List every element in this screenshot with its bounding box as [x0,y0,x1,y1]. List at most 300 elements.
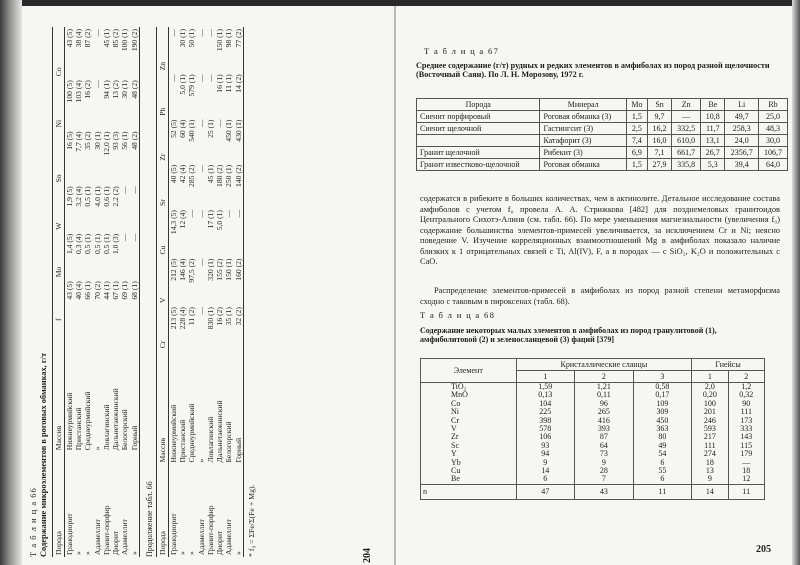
table-cell: 49,7 [725,111,759,123]
table-header-cell: Mo [52,232,64,279]
table68-cell: 9 [543,457,548,467]
table68-cell: 6 [660,457,665,467]
table68-cell: 18 [705,457,714,467]
table-header-cell: Порода [156,464,168,557]
table-cell: 25 (1) [205,119,215,138]
table-cell: 1,0 (3) [111,233,121,255]
table68-cell: 73 [599,449,608,459]
table-cell: 150 (1) [224,258,234,281]
table-cell: — [196,164,206,173]
table-cell: 212 (5) [168,258,178,281]
table68-cell: 309 [656,407,669,417]
table-cell: 11 (2) [187,307,197,326]
table-cell: — [92,29,102,37]
table-header-cell: Li [725,99,759,111]
table68-cell: 217 [703,432,716,442]
table68-cell: 100 [703,398,716,408]
table68-cell: 28 [599,465,608,475]
table-cell: — [120,233,130,242]
table68-cell: 111 [740,407,752,417]
table-header-cell: Cr [156,305,168,350]
table-header-cell: Pb [156,72,168,117]
table-cell: » [130,452,140,557]
table-cell: Гастингсит (3) [540,123,626,135]
table-cell: 39,4 [725,159,759,171]
table-cell: 14,3 (5) [168,210,178,235]
table-cell: 77 (2) [234,27,244,72]
table-cell: Среднеурмийский [83,391,93,451]
table-cell: Горный [234,350,244,464]
table-cell: 3,2 (4) [74,186,84,207]
table68-cell: 106 [539,432,552,442]
table-row [234,27,244,557]
table68-cell: 578 [539,423,552,433]
table-cell: 68 (1) [130,279,140,323]
table-cell: 45 (1) [205,164,215,184]
table-cell: — [196,210,206,218]
table-cell: 30 (1) [178,29,188,48]
table-cell: 30,0 [759,135,788,147]
table-cell: 48,3 [759,123,788,135]
table-cell: 97,5 (2) [187,258,197,283]
table68-cell: 398 [539,415,552,425]
table-cell: Адамеллит [92,519,102,555]
table68-cell: V [451,423,457,433]
table-cell: 430 (1) [234,118,244,163]
table-row [74,27,83,557]
table68-cell: 0,17 [655,390,670,400]
table67-caption: Т а б л и ц а 67 [424,46,500,56]
table-cell: » [196,458,206,463]
table68-subcol: 2 [575,371,634,383]
table68-cell: 96 [599,398,608,408]
table68-values-col2 [575,383,634,485]
table68-cell: 94 [541,449,550,459]
table68-cell: 0,11 [597,390,611,400]
table-cell: 661,7 [672,147,701,159]
table-cell: 26,7 [701,147,725,159]
table-cell: 7,4 [626,135,647,147]
table-cell: 56 (1) [120,131,130,150]
table66-title: Содержание микроэлементов в роговых обманках, г/т [39,352,49,557]
table-cell: 180 (2) [215,164,225,187]
table-cell: Диорит [215,530,225,555]
table66-continuation-caption: Продолжение табл. 66 [144,481,154,557]
table68-cell: 80 [658,432,667,442]
table-cell: 66 (1) [83,281,93,300]
table-cell: » [74,551,84,555]
table68-caption: Т а б л и ц а 68 [420,310,496,320]
table-header-cell: V [156,257,168,306]
table68-cell: 363 [656,423,669,433]
table68-cell: 49 [658,440,667,450]
table-cell: 40 (4) [74,281,84,300]
table-row [111,27,120,557]
left-page [22,6,394,565]
table-cell: — [168,29,178,37]
table-cell: 14 (2) [234,72,244,117]
table68-cell: 18 [742,465,751,475]
page-number-left: 204 [362,548,373,563]
table-header-cell: Ni [52,78,64,129]
table-cell: 450 (1) [224,119,234,142]
table-cell: 1,9 (5) [64,186,74,207]
table68-cell: 111 [704,440,716,450]
table-cell: — [196,119,206,128]
table-row [417,147,788,159]
table-cell: 100 (1) [120,29,130,52]
table-cell: Катафорит (3) [540,135,626,147]
table-cell [417,135,540,147]
table-cell: » [234,464,244,557]
table-cell: 16,2 [647,123,671,135]
table-header-cell: Zn [672,99,701,111]
table68-cell: 179 [740,449,753,459]
table-cell: — [196,258,206,267]
table-header-cell: Rb [759,99,788,111]
table-cell: 160 (2) [234,257,244,306]
table68-cell: Cr [451,415,459,425]
table-cell: Адамеллит [224,519,234,555]
table68-values-col4 [692,383,728,485]
table68-cell: 115 [740,440,753,450]
table-cell: 258,3 [725,123,759,135]
table-cell: Роговая обманка [540,159,626,171]
table-cell: 0,5 (1) [83,186,93,207]
table-cell: 40 (5) [168,164,178,184]
scan-edge-right [792,0,800,565]
table68-subcol: 3 [633,371,692,383]
table68-cell: MnO [451,390,468,400]
table-cell: 5,3 [701,159,725,171]
body-paragraph-1: содержатся в рибеките в больших количествах, чем в актинолите. Детальное исследование состава амфиболов с учетом f₀ провела А. А. Стрижкова [482] для позднемеловых гранитоидов Центрального Сихотэ-Алиня (см. табл. 66). По мере уменьшения магнезиальности (увеличения f₀) содержание большинства элементов-примесей увеличивается, за исключением Cr и Ni; неясно поведение V. Изучение корреляционных взаимоотношений Mg в амфиболах показало наличие близких к 1 отрицательных связей с Ti, Al(IV), F, а в породах — с SiO₂, K₂O и положительных с CaO. [420,194,780,267]
table-cell: 9,7 [647,111,671,123]
right-page [396,6,792,565]
table-cell: 30 (1) [120,80,130,99]
scan-edge-left [0,0,22,565]
table68-cell: Cu [451,465,461,475]
table-cell: 106,7 [759,147,788,159]
table68-cell: 6 [543,474,548,484]
table68-header-group2: Гнейсы [692,359,765,371]
table-cell: — [168,74,178,82]
table68-cell: 104 [539,398,552,408]
table-cell: 48 (2) [130,129,140,184]
table-cell: » [83,551,93,555]
table68-cell: Co [451,398,461,408]
table-cell: 155 (2) [215,258,225,281]
table-cell: — [130,232,140,279]
table68-subcol: 1 [516,371,575,383]
table-cell: 5,0 (1) [215,210,225,231]
table-row [215,27,224,557]
table-cell: 43 (5) [64,281,74,300]
table-cell: 30 (1) [92,131,102,150]
table-header-cell: Sn [647,99,671,111]
table-row [130,27,140,557]
table-cell: 7,7 (4) [74,131,84,152]
table-cell: 35 (2) [83,131,93,150]
table-row [93,27,102,557]
table-cell: Пристанский [74,407,84,451]
table68-n-label: n [421,484,517,499]
table-cell: 103 (4) [74,80,84,103]
table-cell: — [187,210,197,218]
table-cell: 48 (2) [130,78,140,129]
table-cell: 0,5 (1) [101,233,111,255]
table-cell: 16 (2) [83,80,93,99]
table-cell: Адамеллит [120,519,130,555]
table-cell: 94 (1) [101,80,111,99]
table68-cell: 93 [541,440,550,450]
table66 [52,27,140,557]
table68-subcol: 1 [692,371,728,383]
table-cell: — [196,307,206,315]
table-cell: 16,0 [647,135,671,147]
table68-cell: Zr [451,432,459,442]
table-cell: 70 (2) [92,281,102,300]
table-cell: Диорит [111,530,121,555]
table68-cell: 143 [740,432,753,442]
table68-cell: 265 [597,407,610,417]
table-cell: Гранит щелочной [417,147,540,159]
table68-n-value: 43 [575,484,634,499]
table68-cell: 12 [742,474,751,484]
table-cell: 13,1 [701,135,725,147]
table-cell: Гранодиорит [168,513,178,555]
table-cell: 2356,7 [725,147,759,159]
table-cell: 0,5 (1) [83,233,93,255]
table-header-cell: Zr [156,118,168,163]
table-cell: Гранит-порфир [205,505,215,555]
table-row [417,135,788,147]
table-header-cell: Co [52,27,64,78]
table68-cell: 0,13 [538,390,553,400]
table-row [83,27,92,557]
table-cell: 87 (2) [83,29,93,48]
table-cell: 610,0 [672,135,701,147]
table-cell: — [120,186,130,194]
table66-caption: Т а б л и ц а 66 [28,487,38,557]
table-cell: 27,9 [647,159,671,171]
table68-cell: 87 [599,432,608,442]
table-header-cell: Cu [156,208,168,257]
table-cell: Горный [130,323,140,452]
table-row [197,27,206,557]
table-cell: 1,5 [626,111,647,123]
table-cell: 0,5 (1) [92,233,102,255]
table-cell: — [92,80,102,88]
table-cell: 32 (2) [234,305,244,350]
table68-cell: Ni [451,407,459,417]
table68-cell: 6 [660,474,665,484]
table-row [417,159,788,171]
table-cell: » [178,551,188,555]
table-cell: 7,1 [647,147,671,159]
table68-n-value: 47 [516,484,575,499]
table68-values-col3 [633,383,692,485]
table-cell: 85 (2) [111,29,121,48]
table-row [102,27,111,557]
table68-subcol: 2 [728,371,764,383]
table-cell: Пристанский [178,419,188,463]
table68-cell: 173 [740,415,753,425]
table-cell: 228 (4) [178,307,188,330]
table-cell: 69 (1) [120,281,130,300]
table68-cell: Be [451,474,460,484]
table-header-cell: W [52,184,64,231]
table-header-cell: Sr [156,163,168,208]
table-cell: 17 (1) [205,210,215,229]
table-row [168,27,178,557]
table-cell: Гранодиорит [64,513,74,555]
table-row [224,27,233,557]
table-cell: 150 (1) [215,29,225,52]
table-cell: 579 (1) [187,74,197,97]
table68-cell: 1,59 [538,382,553,391]
table-cell: 11 (1) [224,74,234,93]
table-cell: 12,0 (1) [101,131,111,156]
table-cell: Сиенит щелочной [417,123,540,135]
table-cell: » [92,446,102,451]
table-cell: — [215,119,225,128]
table-cell: — [224,210,234,218]
table-cell: 67 (1) [111,281,121,300]
table-cell: Ловлагинский [205,416,215,463]
table-cell: 335,8 [672,159,701,171]
table-cell: 16 (1) [215,74,225,93]
table68-cell: 393 [597,423,610,433]
table68-n-value: 11 [728,484,764,499]
table-header-cell: Zn [156,27,168,72]
table-header-cell: Массив [52,323,64,452]
table-cell: 38 (4) [74,29,84,48]
table-cell: 540 (1) [187,119,197,142]
table-cell: Дальнетаежинский [215,400,225,463]
table68-cell: 274 [703,449,716,459]
table-cell: 332,5 [672,123,701,135]
table-cell: Среднеурмийский [187,403,197,463]
table-cell: 16 (5) [64,131,74,150]
table-row [206,27,215,557]
table-cell: Дальнетаежинский [111,388,121,451]
table-cell: 1,4 (5) [64,233,74,255]
table-header-cell: Be [701,99,725,111]
table-cell: 45 (1) [101,29,111,48]
table-cell: 100 (5) [64,80,74,103]
table-cell: 4,0 (1) [92,186,102,207]
table68-cell: — [742,457,751,467]
table-row [120,27,129,557]
table-cell: 60 (4) [178,119,188,138]
table-header-cell: Mo [626,99,647,111]
table-cell: 35 (1) [224,307,234,326]
table67-title: Среднее содержание (г/т) рудных и редких элементов в амфиболах из пород разной щелочности (Восточный Саян). По Л. Н. Морозову, 1972 г. [416,61,770,80]
table68-cell: 2,0 [704,382,715,391]
left-page-rotated-content [22,6,394,565]
table-cell: 44 (1) [101,281,111,300]
table-cell: 285 (2) [187,164,197,187]
table68-cell: 201 [703,407,716,417]
table68-values-col5 [728,383,764,485]
table-cell: — [196,74,206,82]
table68-cell: 0,32 [739,390,754,400]
table-row [178,27,187,557]
table-cell: 2,5 [626,123,647,135]
table-cell: — [205,74,215,82]
table68-title: Содержание некоторых малых элементов в амфиболах из пород гранулитовой (1), амфиболитовой (2) и зеленосланцевой (3) фаций [379] [420,326,717,345]
table-cell: 13 (2) [111,80,121,99]
table68-cell: 593 [703,423,716,433]
table-cell: 250 (1) [224,164,234,187]
table-cell: 42 (4) [178,164,188,184]
table68-cell: 109 [656,398,669,408]
table-cell: Нижнеурмийский [168,404,178,463]
table-cell: 213 (5) [168,307,178,330]
table-cell: 190 (2) [130,27,140,78]
table-cell: 12 (4) [178,210,188,229]
table68-cell: 1,2 [741,382,752,391]
table68-cell: Sc [451,440,459,450]
table-cell: 6,9 [626,147,647,159]
table-cell: 1,5 [626,159,647,171]
table-cell: 0,3 (4) [74,233,84,255]
table-cell: — [672,111,701,123]
table-cell: 25,0 [759,111,788,123]
table68-cell: 14 [541,465,550,475]
table-header-cell: Массив [156,350,168,464]
table-cell: 2,2 (2) [111,186,121,207]
table68-cell: TiO₂ [451,382,467,391]
table-cell: Рибекит (3) [540,147,626,159]
table-cell: 50 (1) [187,29,197,48]
body-paragraph-2: Распределение элементов-примесей в амфиболах из пород разной степени метаморфизма сходно с таковым в пироксенах (табл. 68). [420,286,780,306]
table68 [420,358,765,500]
table68-cell: 13 [705,465,714,475]
table-cell: Ловлагинский [101,404,111,451]
table-cell: 24,0 [725,135,759,147]
table-cell: — [196,29,206,37]
table-cell: Роговая обманка (3) [540,111,626,123]
table-cell: 140 (2) [234,163,244,208]
table68-cell: Y [451,449,457,459]
table68-cell: 246 [703,415,716,425]
table68-cell: 55 [658,465,667,475]
table-cell: Белогорский [120,409,130,451]
table68-cell: 450 [656,415,669,425]
table-header-cell: f [52,279,64,323]
table68-cell: 333 [740,423,753,433]
table68-cell: 0,20 [702,390,717,400]
table-cell: 16 (2) [215,307,225,326]
table68-values-col1 [516,383,575,485]
table-cell: Нижнеурмийский [64,392,74,451]
table68-cell: 225 [539,407,552,417]
table-cell: 52 (5) [168,119,178,138]
table68-cell: 1,21 [596,382,611,391]
table-cell: 43 (5) [64,29,74,48]
table66-footnote: * f₀ = ΣFe/Σ(Fe + Mg). [246,484,256,557]
table-cell: 5,0 (1) [178,74,188,95]
table-cell: 10,8 [701,111,725,123]
table-row [187,27,196,557]
table-cell: Белогорский [224,421,234,463]
table-cell: 93 (3) [111,131,121,150]
table68-header-group1: Кристаллические сланцы [516,359,692,371]
table68-cell: 7 [601,474,606,484]
table-cell: 64,0 [759,159,788,171]
table-cell: 0,6 (1) [101,186,111,207]
